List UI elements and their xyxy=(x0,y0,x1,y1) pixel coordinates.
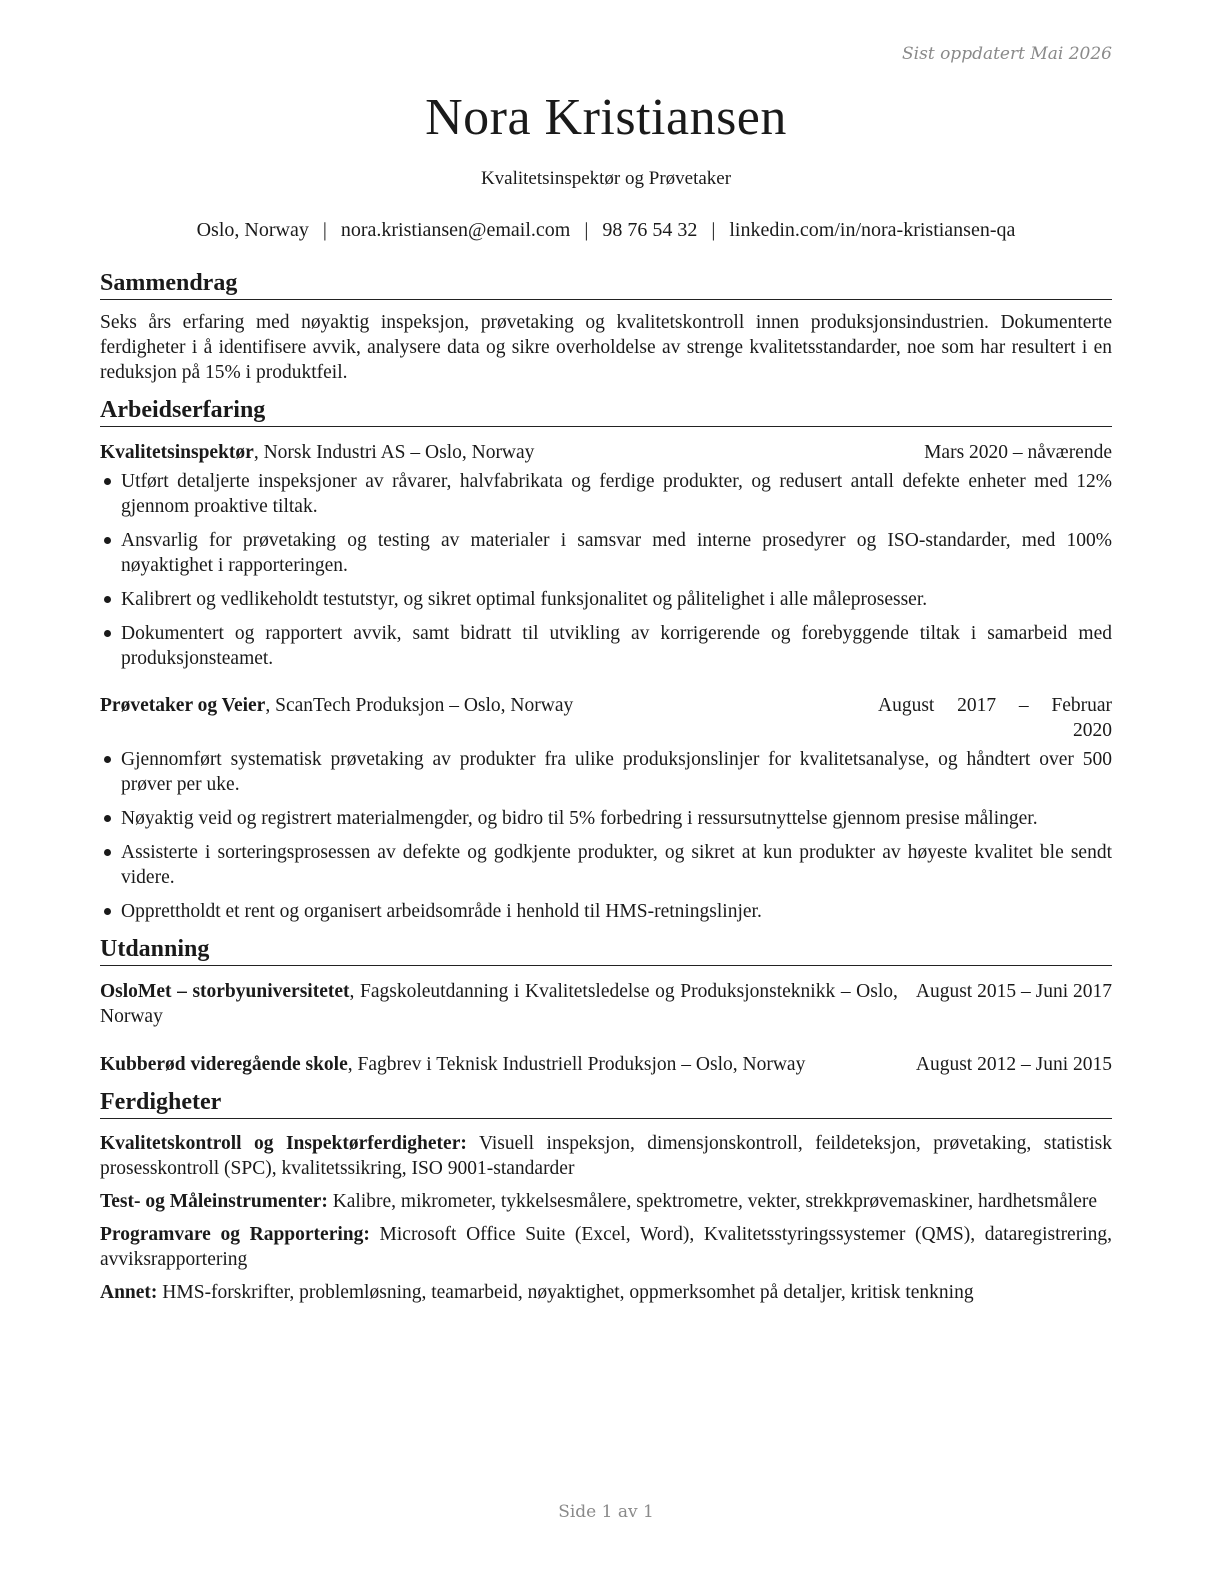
job-bullet: Utført detaljerte inspeksjoner av råvarer, halvfabrikata og ferdige produkter, og redusert antall defekte enheter med 12% gjennom proaktive tiltak. xyxy=(100,469,1112,519)
skill-label: Kvalitetskontroll og Inspektørferdigheter: xyxy=(100,1133,467,1154)
contact-linkedin[interactable]: linkedin.com/in/nora-kristiansen-qa xyxy=(729,219,1016,241)
job-dates: August 2017 – Februar 2020 xyxy=(878,695,1112,741)
skill-group xyxy=(100,1222,1112,1272)
contact-separator: | xyxy=(584,219,589,241)
contact-location: Oslo, Norway xyxy=(196,219,309,241)
job-company: , ScanTech Produksjon – Oslo, Norway xyxy=(265,695,574,716)
last-updated-note: Sist oppdatert Mai 2026 xyxy=(902,44,1112,64)
candidate-name: Nora Kristiansen xyxy=(425,89,787,146)
job-entry xyxy=(100,693,1112,924)
skill-group xyxy=(100,1131,1112,1181)
section-title-skills: Ferdigheter xyxy=(100,1087,1112,1119)
job-bullet: Gjennomført systematisk prøvetaking av produkter fra ulike produksjonslinjer for kvalitetsanalyse, og håndtert over 500 prøver per uke. xyxy=(100,747,1112,797)
job-dates: Mars 2020 – nåværende xyxy=(924,442,1112,463)
job-bullet: Ansvarlig for prøvetaking og testing av materialer i samsvar med interne prosedyrer og ISO-standarder, med 100% nøyaktighet i rapporteringen. xyxy=(100,528,1112,578)
education-entry xyxy=(100,979,1112,1029)
skill-list: Microsoft Office Suite (Excel, Word), Kvalitetsstyringssystemer (QMS), dataregistrering, avviksrapportering xyxy=(100,1224,1112,1270)
skill-label: Programvare og Rapportering: xyxy=(100,1224,370,1245)
job-position xyxy=(100,693,862,743)
education-description xyxy=(100,979,898,1029)
education-dates: August 2012 – Juni 2015 xyxy=(915,1054,1112,1075)
job-bullet: Opprettholdt et rent og organisert arbeidsområde i henhold til HMS-retningslinjer. xyxy=(100,899,1112,924)
contact-separator: | xyxy=(322,219,327,241)
education-entry xyxy=(100,1052,1112,1077)
summary-section xyxy=(100,268,1112,385)
section-title-education: Utdanning xyxy=(100,934,1112,966)
job-role: Kvalitetsinspektør xyxy=(100,442,254,463)
experience-section xyxy=(100,395,1112,924)
skills-section xyxy=(100,1087,1112,1305)
job-entry xyxy=(100,440,1112,671)
skill-list: Visuell inspeksjon, dimensjonskontroll, feildeteksjon, prøvetaking, statistisk prosesskontroll (SPC), kvalitetssikring, ISO 9001-standarder xyxy=(100,1133,1112,1179)
skill-group xyxy=(100,1189,1112,1214)
job-bullets xyxy=(100,469,1112,671)
skill-label: Test- og Måleinstrumenter: xyxy=(100,1191,328,1212)
job-company: , Norsk Industri AS – Oslo, Norway xyxy=(253,442,535,463)
contact-email[interactable]: nora.kristiansen@email.com xyxy=(340,219,571,241)
section-title-summary: Sammendrag xyxy=(100,268,1112,300)
job-header xyxy=(100,693,1112,743)
skill-label: Annet: xyxy=(100,1282,158,1303)
contact-line xyxy=(0,219,1212,242)
job-bullet: Dokumentert og rapportert avvik, samt bidratt til utvikling av korrigerende og forebyggende tiltak i samarbeid med produksjonsteamet. xyxy=(100,621,1112,671)
education-school: Kubberød videregående skole xyxy=(100,1054,348,1075)
skill-list: HMS-forskrifter, problemløsning, teamarbeid, nøyaktighet, oppmerksomhet på detaljer, kritisk tenkning xyxy=(157,1282,974,1303)
education-dates: August 2015 – Juni 2017 xyxy=(915,981,1112,1002)
education-school: OsloMet – storbyuniversitetet xyxy=(100,981,350,1002)
skill-list: Kalibre, mikrometer, tykkelsesmålere, spektrometre, vekter, strekkprøvemaskiner, hardhetsmålere xyxy=(327,1191,1098,1212)
job-position xyxy=(100,440,908,465)
summary-text: Seks års erfaring med nøyaktig inspeksjon, prøvetaking og kvalitetskontroll innen produksjonsindustrien. Dokumenterte ferdigheter i å identifisere avvik, analysere data og sikre overholdelse av strenge kvalitetsstandarder, noe som har resultert i en reduksjon på 15% i produktfeil. xyxy=(100,312,1112,383)
education-detail: , Fagskoleutdanning i Kvalitetsledelse og Produksjonsteknikk – Oslo, Norway xyxy=(100,981,898,1027)
education-detail: , Fagbrev i Teknisk Industriell Produksjon – Oslo, Norway xyxy=(347,1054,806,1075)
job-header xyxy=(100,440,1112,465)
job-bullet: Kalibrert og vedlikeholdt testutstyr, og sikret optimal funksjonalitet og pålitelighet i alle måleprosesser. xyxy=(100,587,1112,612)
contact-phone: 98 76 54 32 xyxy=(602,219,698,241)
job-role: Prøvetaker og Veier xyxy=(100,695,266,716)
section-title-experience: Arbeidserfaring xyxy=(100,395,1112,427)
job-title: Kvalitetsinspektør og Prøvetaker xyxy=(480,168,732,189)
contact-separator: | xyxy=(711,219,716,241)
skill-group xyxy=(100,1280,1112,1305)
resume-body xyxy=(100,268,1112,1315)
page-number: Side 1 av 1 xyxy=(558,1502,654,1522)
job-bullet: Nøyaktig veid og registrert materialmengder, og bidro til 5% forbedring i ressursutnyttelse gjennom presise målinger. xyxy=(100,806,1112,831)
job-bullets xyxy=(100,747,1112,924)
education-description xyxy=(100,1052,898,1077)
education-section xyxy=(100,934,1112,1077)
job-bullet: Assisterte i sorteringsprosessen av defekte og godkjente produkter, og sikret at kun produkter av høyeste kvalitet ble sendt videre. xyxy=(100,840,1112,890)
